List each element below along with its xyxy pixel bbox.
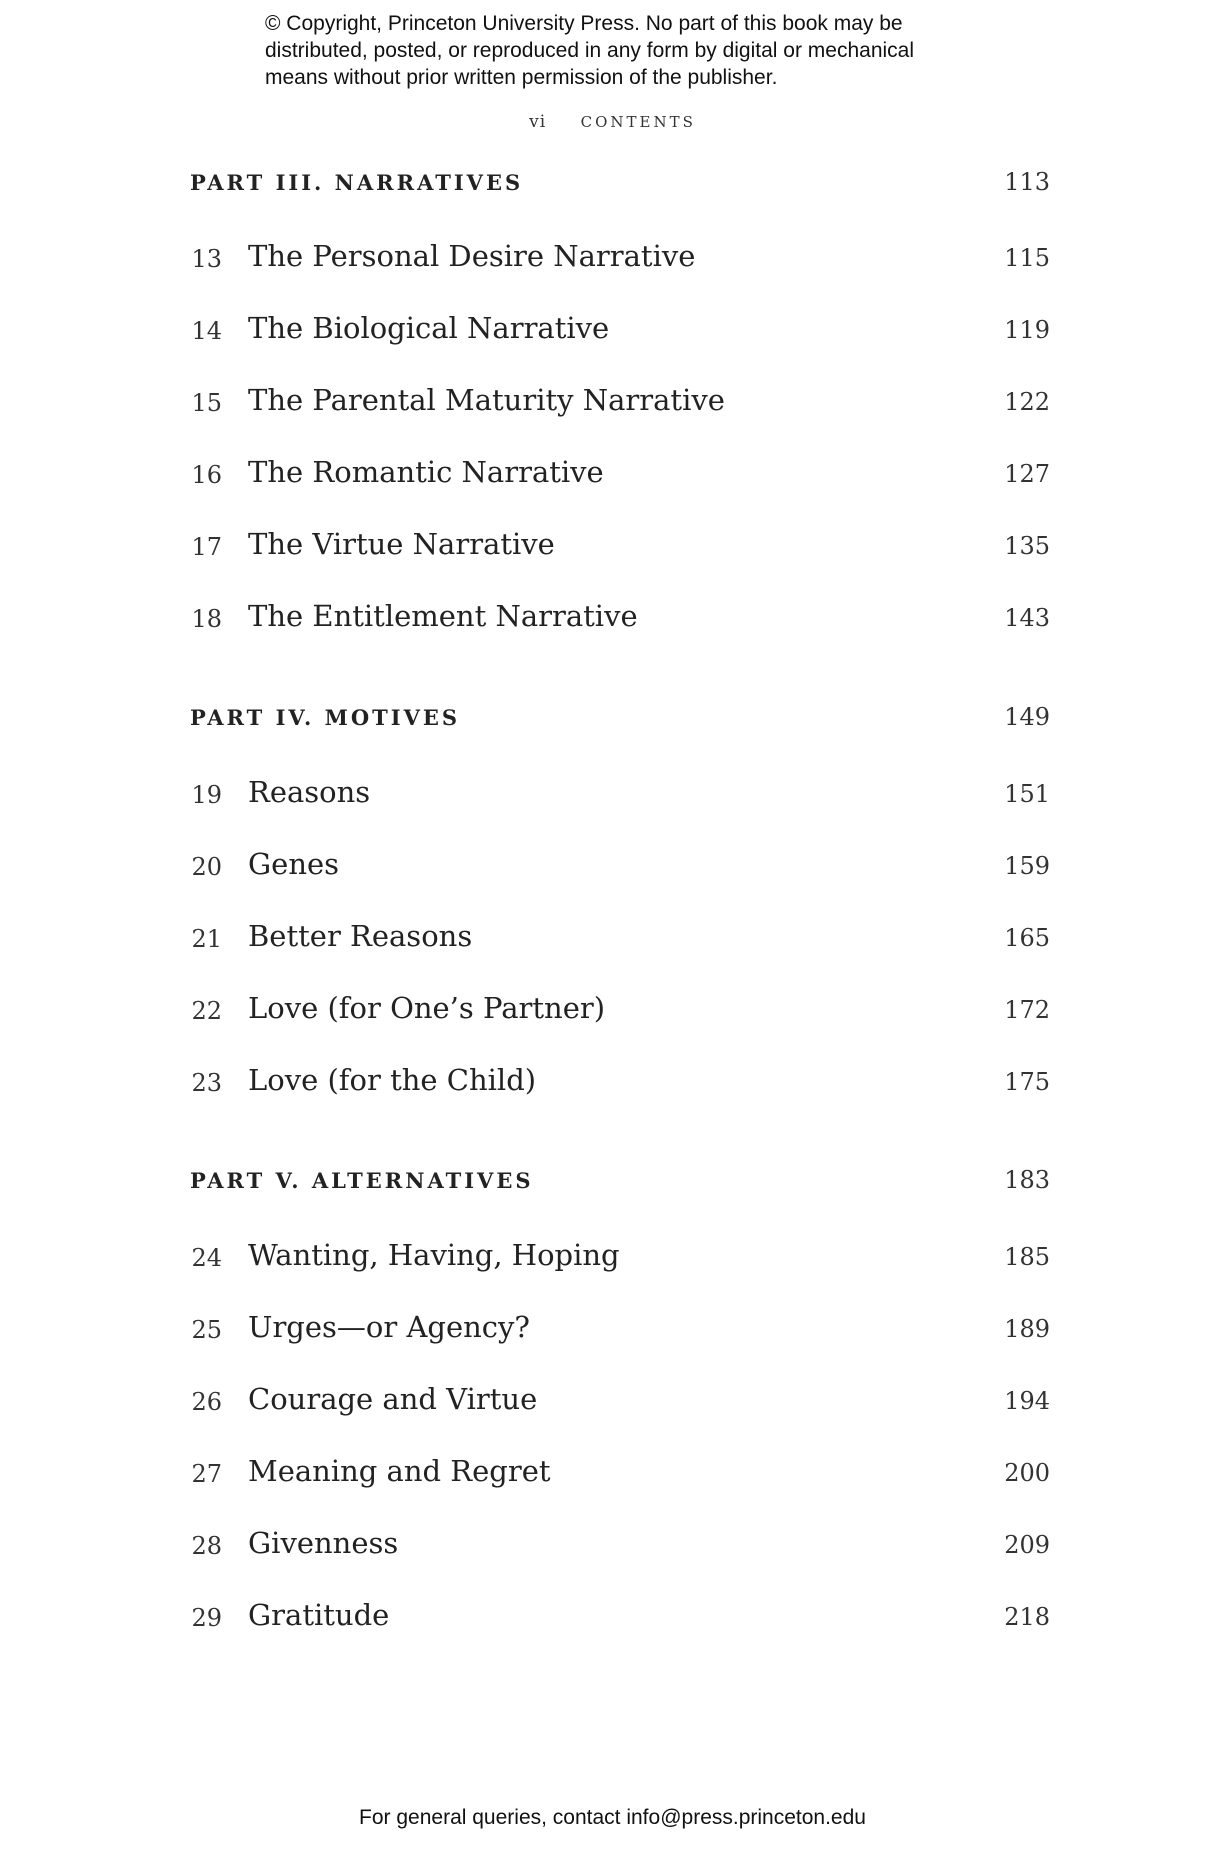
toc-part-heading[interactable] — [190, 166, 1050, 200]
chapter-number: 23 — [191, 1069, 222, 1097]
toc-chapter-entry[interactable] — [190, 597, 1050, 637]
toc-part-heading[interactable] — [190, 1164, 1050, 1198]
chapter-number: 16 — [191, 461, 222, 489]
toc-chapter-entry[interactable] — [190, 525, 1050, 565]
toc-chapter-entry[interactable] — [190, 453, 1050, 493]
chapter-page-number: 200 — [1004, 1459, 1050, 1487]
chapter-number: 18 — [191, 605, 222, 633]
chapter-title: Meaning and Regret — [248, 1454, 551, 1488]
chapter-page-number: 175 — [1004, 1068, 1050, 1096]
chapter-number: 20 — [191, 853, 222, 881]
chapter-page-number: 218 — [1004, 1603, 1050, 1631]
running-head — [0, 112, 1225, 132]
toc-chapter-entry[interactable] — [190, 989, 1050, 1029]
part-page-number: 149 — [1004, 703, 1050, 731]
running-head-title: CONTENTS — [580, 113, 696, 131]
part-title: PART IV. MOTIVES — [190, 705, 461, 730]
chapter-title: Gratitude — [248, 1598, 390, 1632]
part-page-number: 183 — [1004, 1166, 1050, 1194]
chapter-page-number: 185 — [1004, 1243, 1050, 1271]
toc-part-heading[interactable] — [190, 701, 1050, 735]
chapter-page-number: 194 — [1004, 1387, 1050, 1415]
chapter-title: Urges—or Agency? — [248, 1310, 530, 1344]
chapter-number: 13 — [191, 245, 222, 273]
chapter-title: Love (for the Child) — [248, 1063, 537, 1097]
chapter-page-number: 122 — [1004, 388, 1050, 416]
part-title: PART V. ALTERNATIVES — [190, 1168, 534, 1193]
copyright-line: © Copyright, Princeton University Press. No part of this book may be — [265, 12, 903, 35]
chapter-title: The Biological Narrative — [248, 311, 610, 345]
chapter-title: The Parental Maturity Narrative — [248, 383, 725, 417]
chapter-page-number: 127 — [1004, 460, 1050, 488]
chapter-number: 27 — [191, 1460, 222, 1488]
chapter-number: 25 — [191, 1316, 222, 1344]
chapter-number: 15 — [191, 389, 222, 417]
toc-chapter-entry[interactable] — [190, 773, 1050, 813]
toc-chapter-entry[interactable] — [190, 1380, 1050, 1420]
toc-chapter-entry[interactable] — [190, 845, 1050, 885]
part-title: PART III. NARRATIVES — [190, 170, 524, 195]
chapter-title: Better Reasons — [248, 919, 473, 953]
chapter-page-number: 143 — [1004, 604, 1050, 632]
chapter-page-number: 189 — [1004, 1315, 1050, 1343]
chapter-page-number: 209 — [1004, 1531, 1050, 1559]
toc-chapter-entry[interactable] — [190, 917, 1050, 957]
contact-footer: For general queries, contact info@press.princeton.edu — [359, 1806, 866, 1829]
chapter-page-number: 135 — [1004, 532, 1050, 560]
part-page-number: 113 — [1004, 168, 1050, 196]
copyright-notice — [265, 10, 985, 91]
toc-chapter-entry[interactable] — [190, 1596, 1050, 1636]
chapter-title: Love (for One’s Partner) — [248, 991, 606, 1025]
toc-chapter-entry[interactable] — [190, 1061, 1050, 1101]
toc-chapter-entry[interactable] — [190, 1236, 1050, 1276]
toc-chapter-entry[interactable] — [190, 1308, 1050, 1348]
chapter-page-number: 119 — [1004, 316, 1050, 344]
chapter-number: 22 — [191, 997, 222, 1025]
chapter-title: The Virtue Narrative — [248, 527, 555, 561]
chapter-page-number: 159 — [1004, 852, 1050, 880]
chapter-page-number: 165 — [1004, 924, 1050, 952]
page-folio: vi — [529, 112, 547, 132]
chapter-number: 21 — [191, 925, 222, 953]
chapter-number: 26 — [191, 1388, 222, 1416]
chapter-number: 24 — [191, 1244, 222, 1272]
copyright-line: distributed, posted, or reproduced in any form by digital or mechanical — [265, 39, 915, 62]
chapter-title: Courage and Virtue — [248, 1382, 538, 1416]
chapter-title: Reasons — [248, 775, 371, 809]
chapter-number: 14 — [191, 317, 222, 345]
chapter-page-number: 151 — [1004, 780, 1050, 808]
chapter-title: The Entitlement Narrative — [248, 599, 638, 633]
chapter-title: Genes — [248, 847, 340, 881]
chapter-title: The Romantic Narrative — [248, 455, 604, 489]
chapter-number: 29 — [191, 1604, 222, 1632]
chapter-page-number: 172 — [1004, 996, 1050, 1024]
toc-chapter-entry[interactable] — [190, 309, 1050, 349]
chapter-page-number: 115 — [1004, 244, 1050, 272]
toc-chapter-entry[interactable] — [190, 1452, 1050, 1492]
chapter-title: The Personal Desire Narrative — [248, 239, 696, 273]
chapter-title: Givenness — [248, 1526, 399, 1560]
copyright-line: means without prior written permission of the publisher. — [265, 66, 778, 89]
toc-chapter-entry[interactable] — [190, 1524, 1050, 1564]
toc-chapter-entry[interactable] — [190, 237, 1050, 277]
toc-chapter-entry[interactable] — [190, 381, 1050, 421]
chapter-number: 28 — [191, 1532, 222, 1560]
chapter-number: 19 — [191, 781, 222, 809]
chapter-title: Wanting, Having, Hoping — [248, 1238, 620, 1272]
chapter-number: 17 — [191, 533, 222, 561]
